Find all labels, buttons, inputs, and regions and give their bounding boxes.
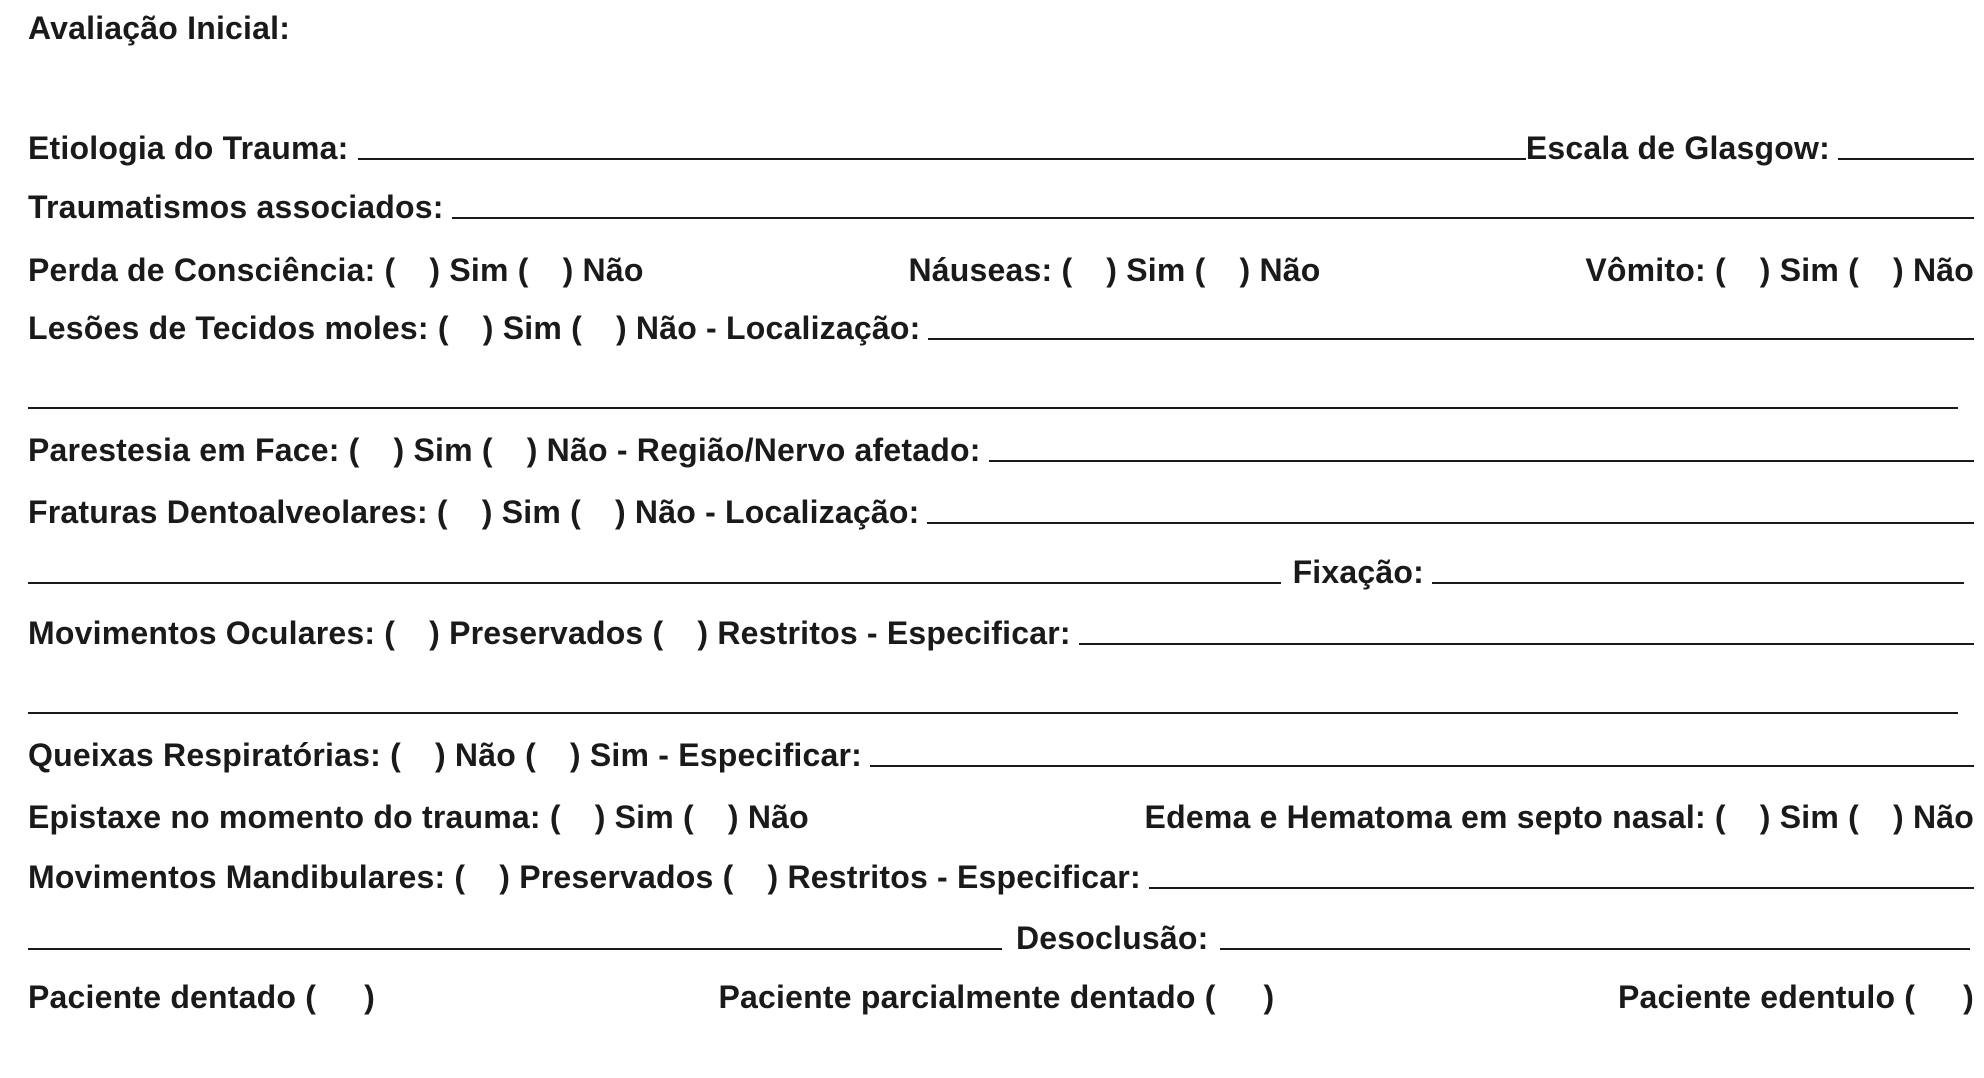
edema-group [1145,799,1974,835]
etiologia-field[interactable] [358,158,1525,160]
fixacao-label: Fixação: [1292,554,1424,590]
queixas-label: Queixas Respiratórias: [28,737,381,773]
oculares-preservados-label: Preservados [449,615,644,651]
edema-sim-label: Sim [1779,799,1840,835]
mandibulares-especificar-field[interactable] [1149,887,1974,889]
row-oculares [28,611,1974,651]
row-mandibulares [28,855,1974,895]
perda-group [28,252,644,288]
mandibulares-restritos-checkbox[interactable]: ( ) [722,859,779,895]
parestesia-regiao-field[interactable] [989,460,1974,462]
fraturas-sim-checkbox[interactable]: ( ) [436,494,493,530]
parestesia-regiao-label: Não - Região/Nervo afetado: [546,432,981,468]
nauseas-label: Náuseas: [908,252,1053,288]
lesoes-sim-label: Sim [502,310,562,346]
desoclusao-field[interactable] [1220,948,1970,950]
fraturas-continuation-line[interactable] [28,582,1281,584]
lesoes-label: Lesões de Tecidos moles: [28,310,429,346]
oculares-restritos-checkbox[interactable]: ( ) [652,615,709,651]
row-parestesia [28,428,1974,468]
fixacao-field[interactable] [1432,582,1964,584]
epistaxe-label: Epistaxe no momento do trauma: [28,799,541,835]
parestesia-nao-checkbox[interactable]: ( ) [481,432,538,468]
lesoes-localizacao-field[interactable] [928,338,1974,340]
parestesia-label: Parestesia em Face: [28,432,340,468]
glasgow-label: Escala de Glasgow: [1525,130,1830,166]
queixas-especificar-field[interactable] [870,765,1974,767]
mandibulares-preservados-label: Preservados [519,859,714,895]
fraturas-localizacao-field[interactable] [927,522,1974,524]
lesoes-continuation-line[interactable] [28,407,1958,409]
desoclusao-label: Desoclusão: [1016,920,1209,956]
row-queixas [28,733,1974,773]
edema-nao-checkbox[interactable]: ( ) [1848,799,1904,835]
parcial-checkbox[interactable]: ( ) [1204,979,1275,1015]
nauseas-group [908,252,1320,288]
lesoes-sim-checkbox[interactable]: ( ) [437,310,494,346]
lesoes-nao-checkbox[interactable]: ( ) [571,310,627,346]
glasgow-field[interactable] [1838,158,1974,160]
oculares-restritos-label: Restritos - Especificar: [717,615,1071,651]
row-lesoes [28,306,1974,346]
queixas-sim-checkbox[interactable]: ( ) [525,737,581,773]
nauseas-sim-label: Sim [1126,252,1186,288]
lesoes-localizacao-label: Não - Localização: [635,310,921,346]
epistaxe-group [28,799,809,835]
edema-label: Edema e Hematoma em septo nasal: [1144,799,1706,835]
mandibulares-preservados-checkbox[interactable]: ( ) [454,859,511,895]
perda-label: Perda de Consciência: [28,252,376,288]
parestesia-sim-checkbox[interactable]: ( ) [348,432,405,468]
row-perda-nauseas-vomito [28,248,1974,288]
row-epistaxe-edema [28,795,1974,835]
edentulo-group [1618,979,1974,1015]
edentulo-checkbox[interactable]: ( ) [1904,979,1975,1015]
epistaxe-sim-checkbox[interactable]: ( ) [549,799,606,835]
vomito-nao-checkbox[interactable]: ( ) [1848,252,1904,288]
perda-sim-label: Sim [449,252,509,288]
edema-sim-checkbox[interactable]: ( ) [1714,799,1771,835]
queixas-nao-label: Não [454,737,516,773]
traumatismos-label: Traumatismos associados: [28,189,444,225]
mandibulares-label: Movimentos Mandibulares: [28,859,446,895]
perda-nao-checkbox[interactable]: ( ) [517,252,574,288]
fraturas-nao-checkbox[interactable]: ( ) [570,494,626,530]
row-fixacao [28,550,1974,590]
nauseas-nao-label: Não [1259,252,1321,288]
oculares-preservados-checkbox[interactable]: ( ) [384,615,441,651]
vomito-label: Vômito: [1585,252,1706,288]
fraturas-localizacao-label: Não - Localização: [634,494,920,530]
edentulo-label: Paciente edentulo [1617,979,1896,1015]
parcial-label: Paciente parcialmente dentado [718,979,1196,1015]
edema-nao-label: Não [1912,799,1974,835]
form-title: Avaliação Inicial: [28,10,291,46]
nauseas-sim-checkbox[interactable]: ( ) [1061,252,1118,288]
oculares-continuation-line[interactable] [28,712,1958,714]
oculares-especificar-field[interactable] [1079,643,1974,645]
vomito-sim-label: Sim [1779,252,1840,288]
row-fraturas [28,490,1974,530]
perda-nao-label: Não [582,252,644,288]
etiologia-label: Etiologia do Trauma: [28,130,349,166]
nauseas-nao-checkbox[interactable]: ( ) [1194,252,1251,288]
traumatismos-field[interactable] [452,217,1974,219]
epistaxe-sim-label: Sim [614,799,674,835]
queixas-especificar-label: Sim - Especificar: [589,737,863,773]
epistaxe-nao-checkbox[interactable]: ( ) [683,799,739,835]
row-paciente [28,975,1974,1015]
mandibulares-restritos-label: Restritos - Especificar: [787,859,1141,895]
row-traumatismos [28,185,1974,225]
dentado-checkbox[interactable]: ( ) [305,979,375,1015]
dentado-group [28,979,375,1015]
perda-sim-checkbox[interactable]: ( ) [384,252,441,288]
row-desoclusao [28,916,1974,956]
epistaxe-nao-label: Não [747,799,809,835]
mandibulares-continuation-line[interactable] [28,948,1002,950]
oculares-label: Movimentos Oculares: [28,615,376,651]
fraturas-sim-label: Sim [501,494,562,530]
vomito-nao-label: Não [1912,252,1975,288]
parcial-group [719,979,1275,1015]
row-etiologia [28,126,1974,166]
parestesia-sim-label: Sim [413,432,473,468]
queixas-nao-checkbox[interactable]: ( ) [390,737,446,773]
fraturas-label: Fraturas Dentoalveolares: [28,494,428,530]
vomito-sim-checkbox[interactable]: ( ) [1714,252,1771,288]
dentado-label: Paciente dentado [28,979,297,1015]
vomito-group [1585,252,1974,288]
